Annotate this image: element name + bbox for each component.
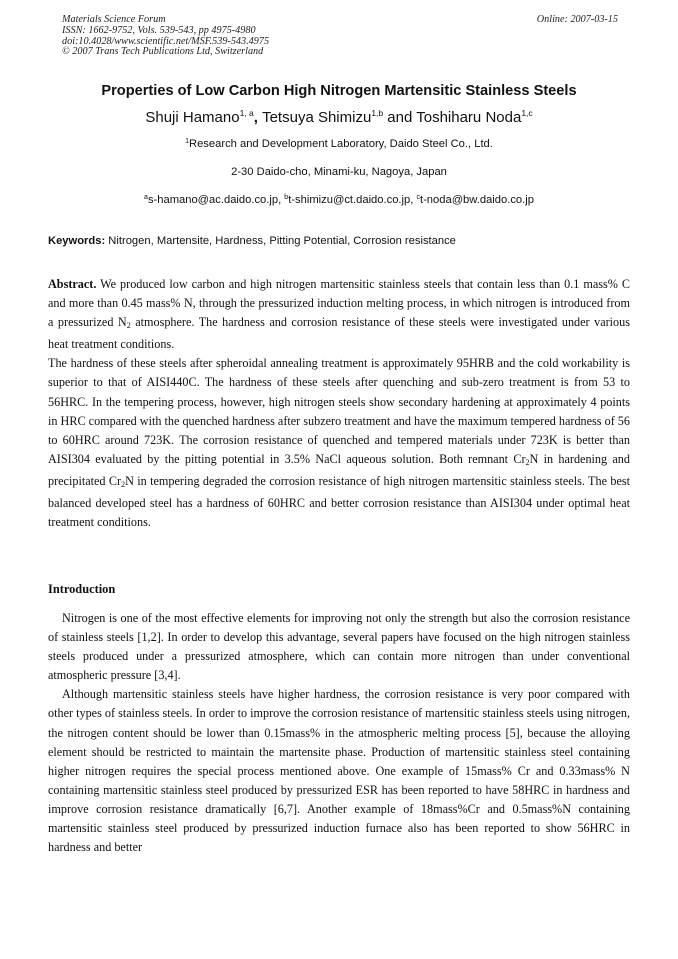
running-header: [62, 15, 618, 58]
online-date: Online: 2007-03-15: [536, 14, 618, 25]
author-name: Toshiharu Noda: [416, 109, 522, 126]
author-emails: [0, 194, 678, 206]
affiliation-sup: 1: [185, 138, 189, 145]
intro-paragraph: Nitrogen is one of the most effective elements for improving not only the strength but also the corrosion resistance of stainless steels [1,2]. In order to develop this advantage, several papers have focused on the high nitrogen stainless steels produced under a pressurized atmosphere, which can contain more nitrogen than under conventional atmospheric pressure [3,4].: [48, 611, 630, 683]
abstract-paragraph: [48, 275, 630, 354]
email-sup: c: [416, 194, 420, 201]
author-affil-sup: 1,b: [371, 108, 384, 118]
intro-paragraph: Although martensitic stainless steels have higher hardness, the corrosion resistance is very poor compared with other types of stainless steels. In order to improve the corrosion resistance of martensitic stainless steels using nitrogen, the nitrogen content should be lower than 0.15mass% in the atmospheric melting process [5], because the alloying element should be restricted to maintain the martensite phase. Production of martensitic stainless steel containing higher nitrogen requires the special process mentioned above. One example of 15mass% Cr and 0.33mass% N containing martensitic stainless steel produced by pressurized ESR has been reported to have 58HRC in hardness and improve corrosion resistance dramatically [6,7]. Another example of 18mass%Cr and 0.5mass%N containing martensitic stainless steel produced by pressurized induction furnace also has been reported to show 56HRC in hardness and better: [48, 687, 630, 855]
keywords-label: Keywords:: [48, 235, 106, 247]
affiliation-text: Research and Development Laboratory, Daido Steel Co., Ltd.: [189, 138, 493, 150]
abstract-text: atmosphere. The hardness and corrosion resistance of these steels were investigated under various heat treatment conditions.: [48, 315, 630, 352]
email-sup: a: [144, 194, 148, 201]
affiliation-institution: [0, 138, 678, 150]
email-sup: b: [284, 194, 289, 201]
author-affil-sup: 1, a: [239, 108, 254, 118]
doi-line[interactable]: doi:10.4028/www.scientific.net/MSF.539-543.4975: [62, 35, 270, 47]
author-affil-sup: 1,c: [521, 108, 533, 118]
author-separator: ,: [253, 109, 263, 126]
keywords: [48, 235, 638, 247]
paper-title: Properties of Low Carbon High Nitrogen Martensitic Stainless Steels: [101, 83, 577, 99]
abstract-label: Abstract.: [48, 277, 97, 291]
copyright-line: © 2007 Trans Tech Publications Ltd, Switzerland: [62, 46, 264, 58]
subscript: 2: [525, 457, 530, 467]
subscript: 2: [121, 479, 126, 489]
abstract-paragraph: [48, 354, 630, 532]
abstract-text: The hardness of these steels after spheroidal annealing treatment is approximately 95HRB and the cold workability is superior to that of AISI440C. The hardness of these steels after quenching and sub-zero treatment is from 53 to 56HRC. In the tempering process, however, high nitrogen steels show secondary hardening at approximately 4 points in HRC compared with the quenched hardness after subzero treatment and have the maximum tempered hardness of 56 to 60HRC around 723K. The corrosion resistance of quenched and tempered materials under 723K is better than AISI304 evaluated by the pitting potential in 3.5% NaCl aqueous solution. Both remnant Cr: [48, 356, 630, 466]
introduction-body: [48, 609, 630, 857]
author-list: [0, 108, 678, 126]
email-link[interactable]: t-shimizu@ct.daido.co.jp,: [288, 194, 417, 206]
abstract-text: N in tempering degraded the corrosion resistance of high nitrogen martensitic stainless steels. The best balanced developed steel has a hardness of 60HRC and better corrosion resistance than AISI304 under optimal heat treatment conditions.: [48, 473, 631, 530]
email-link[interactable]: s-hamano@ac.daido.co.jp,: [147, 194, 285, 206]
author-name: Shuji Hamano: [145, 109, 240, 126]
subscript: 2: [126, 321, 131, 331]
affiliation-address: 2-30 Daido-cho, Minami-ku, Nagoya, Japan: [231, 166, 447, 178]
abstract: [48, 275, 630, 532]
abstract-text: We produced low carbon and high nitrogen martensitic stainless steels that contain less than 0.1 mass% C and more than 0.45 mass% N, through the pressurized induction melting process, in which nitrogen is introduced from a pressurized N: [48, 277, 630, 330]
journal-name: Materials Science Forum: [62, 14, 166, 25]
keywords-text: Nitrogen, Martensite, Hardness, Pitting Potential, Corrosion resistance: [105, 235, 456, 247]
author-name: Tetsuya Shimizu: [262, 109, 372, 126]
email-link[interactable]: t-noda@bw.daido.co.jp: [419, 194, 534, 206]
issn-line: ISSN: 1662-9752, Vols. 539-543, pp 4975-4980: [62, 24, 256, 36]
section-heading-introduction: Introduction: [48, 582, 116, 596]
author-separator: and: [383, 109, 417, 126]
abstract-text: N in hardening and precipitated Cr: [48, 451, 630, 488]
